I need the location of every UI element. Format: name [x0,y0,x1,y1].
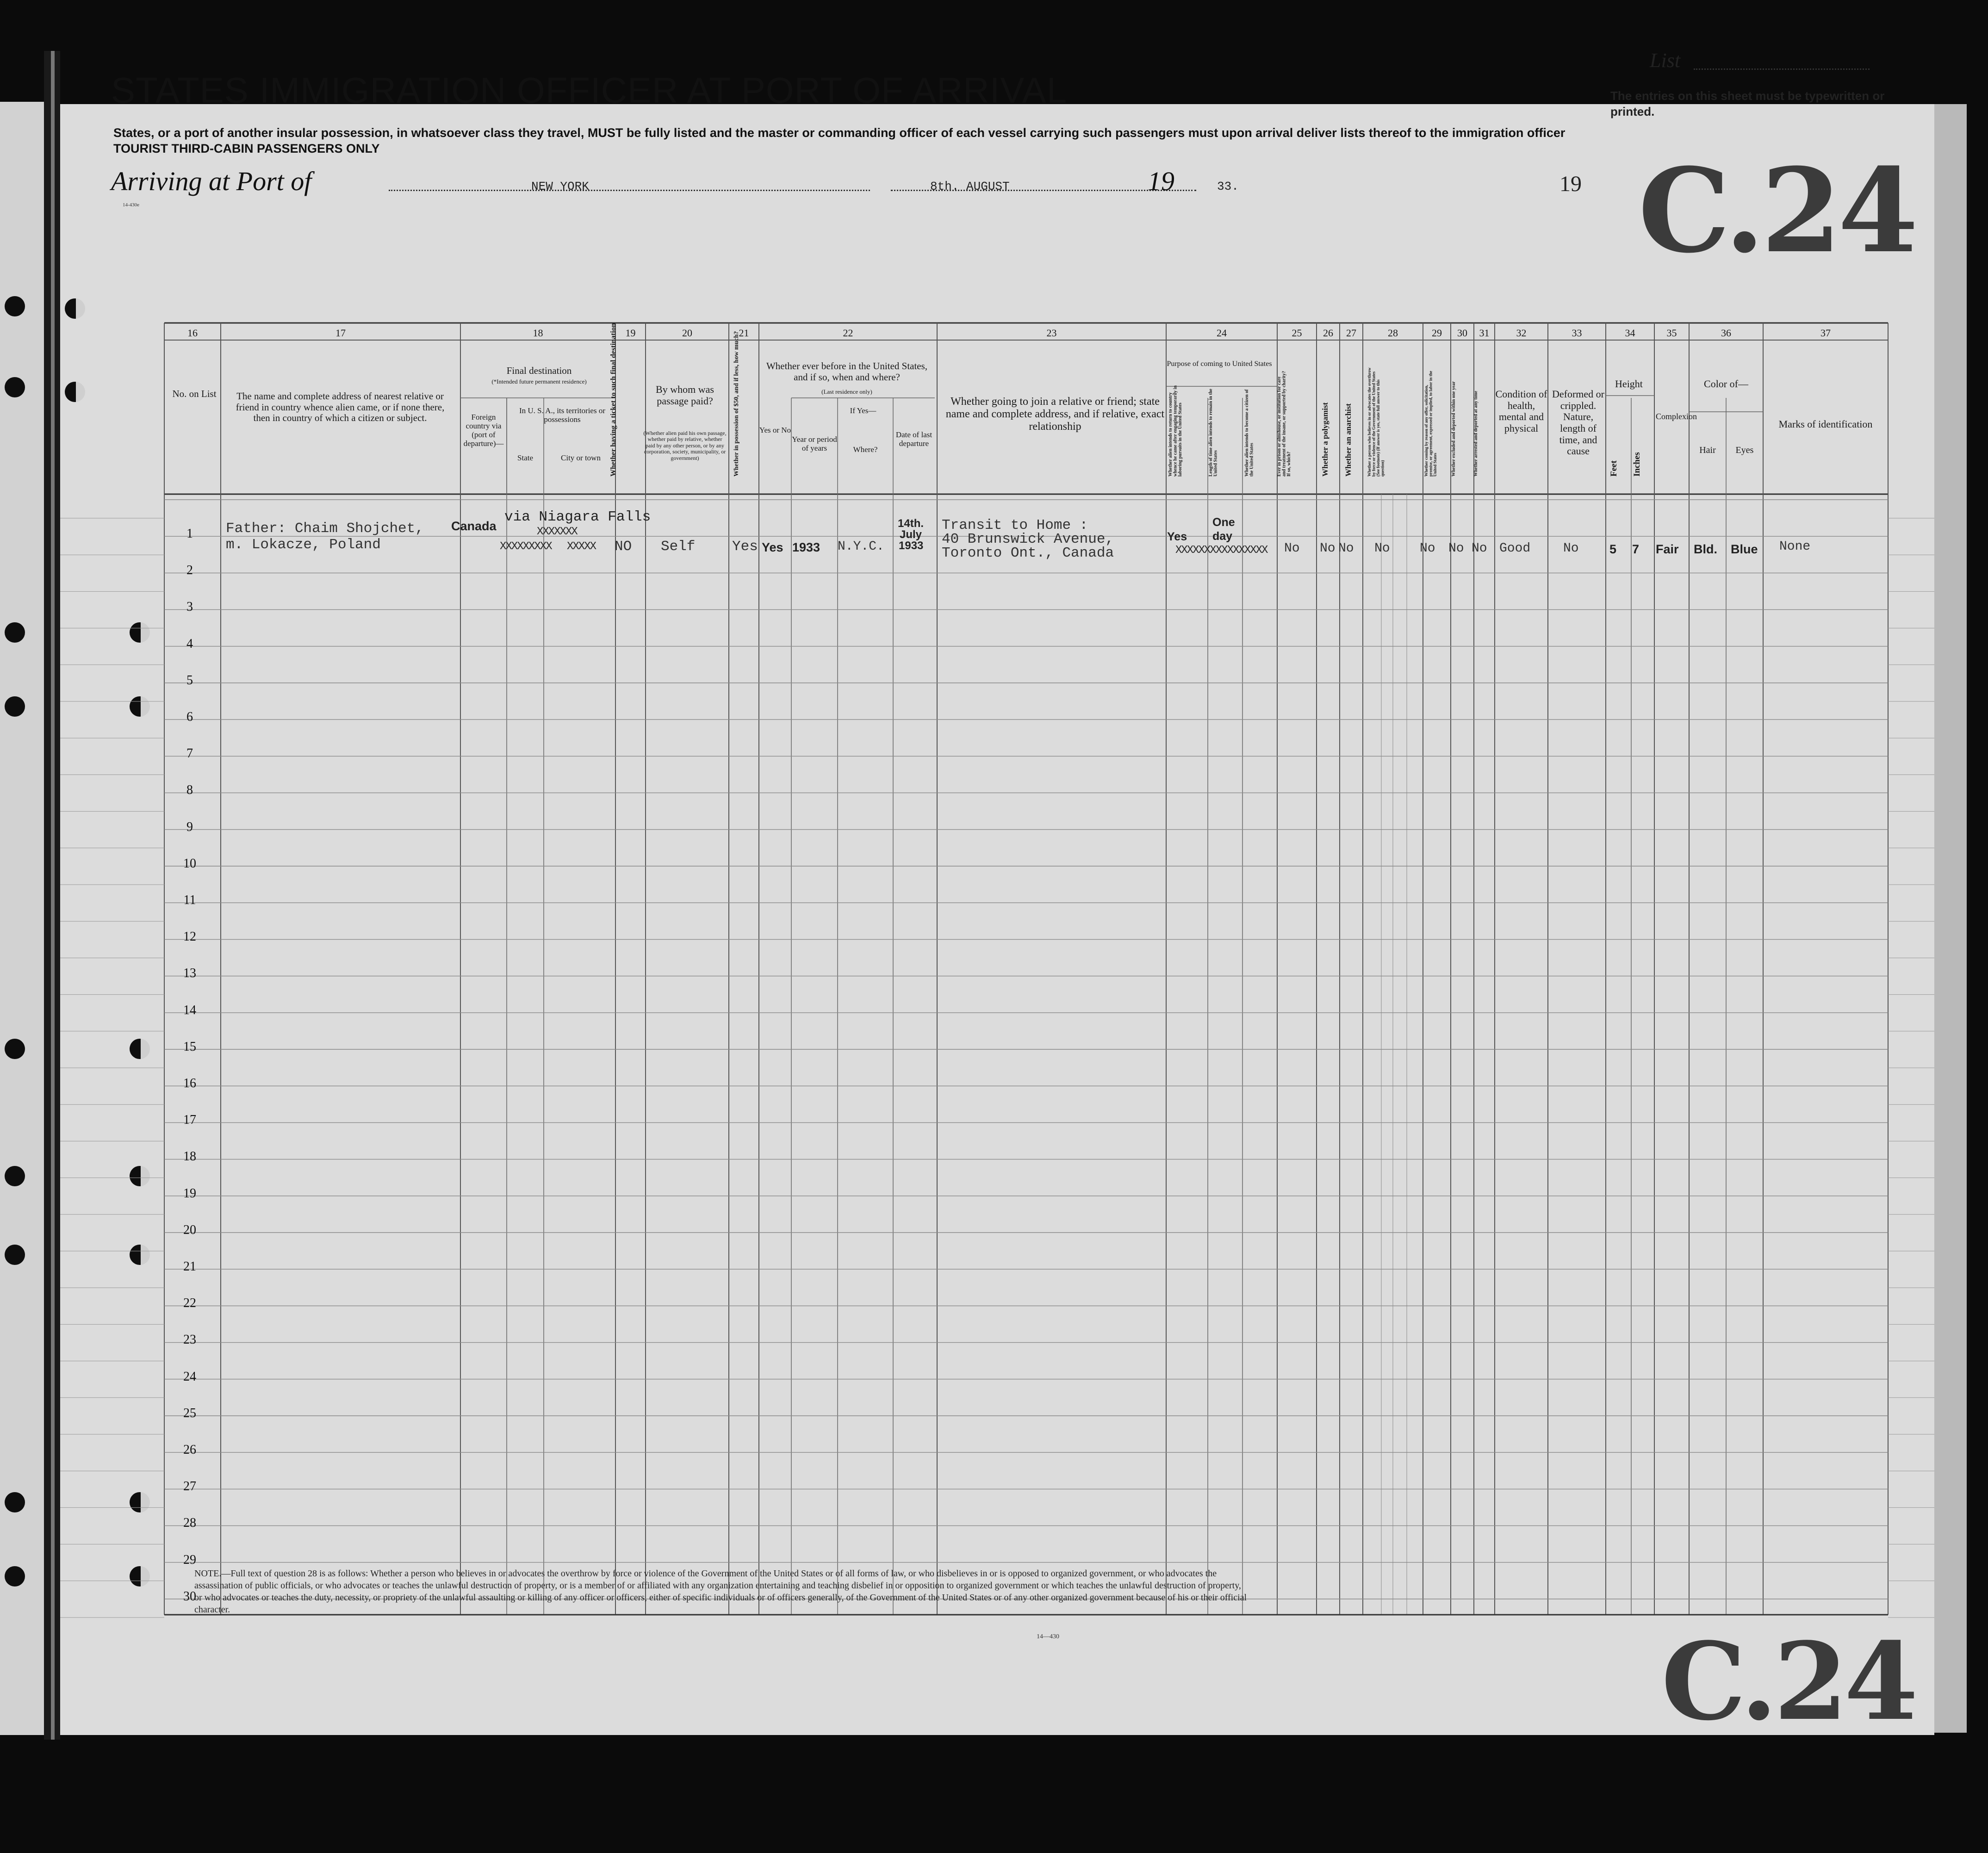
row-number: 4 [186,636,193,651]
last-departure-day: 14th. [898,517,924,530]
punch-hole [130,1566,150,1587]
column-number: 21 [739,327,749,339]
join-line3: Toronto Ont., Canada [942,545,1114,561]
footnote: NOTE.—Full text of question 28 is as follows: Whether a person who believes in or advocates the overthrow by force or violence of the Government of the United States or of all forms of law, or who disbelieves in or is opposed to organized government, or who advocates the assassination of public officials, or who advocates or teaches the unlawful destruction of property, or is a member of or affiliated with any organization entertaining and teaching disbelief in or opposition to organized government or which teaches the unlawful destruction of property, or who advocates or teaches the duty, necessity, or propriety of the unlawful assaulting or killing of any officer or officers, either of specific individuals or of officers generally, of the Government of the United States or of any other organized government because of his or their official character. [194,1568,1247,1615]
row-number: 9 [186,819,193,834]
row-number: 27 [183,1479,196,1494]
row-number: 12 [183,930,196,944]
punch-hole [130,1492,150,1512]
col24-return-header: Whether alien intends to return to country whence he came after engaging temporarily in laboring pursuits in the United States [1168,385,1183,477]
relative-name: Father: Chaim Shojchet, [226,521,424,537]
year-prefix-right: 19 [1559,172,1582,196]
punch-hole [5,1492,25,1512]
health-answer: Good [1499,541,1531,556]
column-number: 24 [1217,327,1227,339]
column-number: 23 [1046,327,1057,339]
binding-edge [51,51,55,1740]
row-number: 26 [183,1443,196,1457]
manifest-page [60,104,1934,1744]
row-number: 19 [183,1186,196,1201]
punch-hole [5,1245,25,1265]
deformed-answer: No [1563,541,1579,556]
row-number: 13 [183,966,196,981]
row-number: 10 [183,856,196,871]
row-number: 17 [183,1113,196,1128]
column-number: 32 [1516,327,1527,339]
col31-header: Whether arrested and deported at any time [1473,390,1479,477]
punch-hole [5,1166,25,1186]
punch-hole [5,696,25,717]
prison-answer: No [1284,541,1300,556]
year-suffix: 33. [1217,180,1239,193]
struck-out-text: XXXXXXX [537,526,577,538]
col24-length-header: Length of time alien intends to remain in the United States [1208,389,1218,477]
col26-header: Whether a polygamist [1321,402,1329,477]
punch-hole [130,1245,150,1265]
punch-hole [5,1039,25,1059]
col36-eyes-header: Eyes [1735,445,1754,455]
struck-out-city: XXXXX [567,540,596,553]
col22-where-header: Where? [853,445,878,454]
before-where: N.Y.C. [838,539,884,554]
column-number: 29 [1432,327,1442,339]
page-title: STATES IMMIGRATION OFFICER AT PORT OF ARRIVAL [111,70,1068,111]
punch-hole [5,296,25,316]
col18-city-header: City or town [561,453,601,462]
hair-color: Bld. [1694,542,1717,556]
col22-yesno-header: Yes or No [759,426,791,434]
relative-address: m. Lokacze, Poland [226,537,381,553]
row-number: 16 [183,1076,196,1091]
column-number: 35 [1666,327,1677,339]
row-number: 24 [183,1369,196,1384]
row-number: 23 [183,1332,196,1347]
col22-note: (Last residence only) [821,388,872,395]
row-number: 30 [183,1589,196,1604]
row-number: 6 [186,710,193,724]
col19-header: Whether having a ticket to such final destination [609,323,617,477]
column-number: 33 [1572,327,1582,339]
column-number: 16 [187,327,198,339]
punch-hole [130,696,150,717]
stamp-top: C.24 [1638,143,1915,279]
col22-title: Whether ever before in the United States, and if so, when and where? [766,360,928,383]
row-number: 28 [183,1516,196,1531]
identification-marks: None [1779,539,1811,554]
column-number: 31 [1479,327,1490,339]
column-number: 37 [1820,327,1831,339]
col18-note: (*Intended future permanent residence) [491,378,587,385]
row-number: 8 [186,783,193,798]
stay-length-2: day [1212,530,1233,543]
before-in-us-answer: Yes [762,540,783,554]
row-number: 29 [183,1552,196,1567]
last-departure-month: July [900,528,922,541]
row-number: 18 [183,1149,196,1164]
form-number: 14-430e [123,202,140,208]
punch-hole [5,1566,25,1587]
col37-header: Marks of identification [1778,418,1873,430]
col34-feet-header: Feet [1609,460,1619,477]
col18-title: Final destination [506,365,572,376]
col33-header: Deformed or crippled. Nature, length of time, and cause [1552,388,1604,457]
foreign-country: Canada [451,519,497,533]
punch-hole [130,622,150,643]
anarchist-answer: No [1338,541,1354,556]
column-number: 25 [1292,327,1302,339]
list-dotted-line [1694,68,1870,70]
overthrow-answer: No [1374,541,1390,556]
col28-header: Whether a person who believes in or advocates the overthrow by force or violence of the Government of the United States (See footnote) (If answer is yes, state full answer to this question) [1367,367,1385,477]
fifty-dollars-answer: Yes [732,539,758,555]
column-number: 17 [335,327,346,339]
height-feet: 5 [1609,542,1617,556]
facing-page-strip [0,102,44,1735]
row-number: 22 [183,1296,196,1311]
col16-header: No. on List [172,388,217,399]
complexion-answer: Fair [1656,542,1679,556]
row-number: 3 [186,600,193,614]
arriving-label: Arriving at Port of [111,166,312,196]
col24-citizen-header: Whether alien intends to become a citizen of the United States [1244,389,1255,477]
row-number: 14 [183,1003,196,1017]
punch-hole [130,1039,150,1059]
col27-header: Whether an anarchist [1344,403,1353,477]
col22-date-header: Date of last departure [895,430,932,448]
col18-usa-header: In U. S. A., its territories or possessions [519,406,606,424]
row-number: 21 [183,1259,196,1274]
page-subtitle: States, or a port of another insular possession, in whatsoever class they travel, MUST be fully listed and the master or commanding officer of each vessel carrying such passengers must upon arrival deliver lists thereof to the immigration officer [113,126,1566,140]
column-number: 27 [1346,327,1356,339]
punch-hole [5,622,25,643]
punch-hole [5,377,25,397]
arrival-date: 8th. AUGUST [930,180,1010,193]
join-line1: Transit to Home : [942,517,1088,533]
arrested-answer: No [1472,541,1487,556]
struck-out-state: XXXXXXXXX [500,540,552,553]
col30-header: Whether excluded and deported within one year [1451,381,1456,477]
polygamist-answer: No [1320,541,1336,556]
page-right-edge [1934,104,1967,1733]
col36-hair-header: Hair [1699,445,1716,455]
footnote-form-number: 14—430 [1037,1633,1059,1640]
column-number: 18 [533,327,543,339]
join-line2: 40 Brunswick Avenue, [942,531,1114,547]
col35-header: Complexion [1656,412,1697,421]
punch-hole [130,1166,150,1186]
passenger-class-line: TOURIST THIRD-CABIN PASSENGERS ONLY [113,142,380,155]
last-departure-year: 1933 [899,539,924,552]
col32-header: Condition of health, mental and physical [1495,388,1547,434]
col22-ifyes: If Yes— [850,406,876,415]
col25-header: Ever in prison or almshouse, or institution for care and treatment of the insane, or supported by charity? If so, which? [1277,371,1292,477]
column-number: 28 [1388,327,1398,339]
row-number: 1 [186,527,193,541]
row-number: 15 [183,1039,196,1054]
row-number: 7 [186,746,193,761]
col23-header: Whether going to join a relative or friend; state name and complete address, and if relative, exact relationship [945,396,1165,433]
row-number: 2 [186,563,193,578]
typewritten-notice: The entries on this sheet must be typewritten or printed. [1610,89,1885,118]
column-number: 22 [843,327,853,339]
column-number: 26 [1323,327,1333,339]
year-prefix: 19 [1148,166,1174,196]
labor-offer-answer: No [1420,541,1435,556]
col20-title: By whom was passage paid? [656,384,714,407]
before-year: 1933 [792,540,820,554]
col34-height-title: Height [1615,378,1643,390]
column-number: 20 [682,327,692,339]
punch-hole [65,382,85,402]
eye-color: Blue [1731,542,1758,556]
stamp-bottom: C.24 [1661,1619,1915,1744]
col36-title: Color of— [1704,378,1748,390]
col34-inches-header: Inches [1632,452,1642,477]
col29-header: Whether coming by reason of any offer, solicitation, promise, or agreement, expressed or implied, to labor in the United States [1424,371,1437,477]
ticket-answer: NO [615,539,632,555]
col24-title: Purpose of coming to United States [1167,360,1272,368]
col17-header: The name and complete address of nearest relative or friend in country whence alien came, or if none there, then in country of which a citizen or subject. [236,390,445,424]
column-number: 34 [1625,327,1635,339]
col18-foreign-header: Foreign country via (port of departure)— [463,413,504,448]
excluded-answer: No [1448,541,1464,556]
punch-hole [65,298,85,319]
row-number: 25 [183,1406,196,1420]
intends-return: Yes [1167,530,1187,543]
row-number: 5 [186,673,193,688]
port-dotted-line [389,190,870,191]
row-number: 20 [183,1222,196,1237]
port-value: NEW YORK [531,180,589,193]
row-number: 11 [183,893,196,907]
height-inches: 7 [1632,542,1640,556]
col22-year-header: Year or period of years [792,435,837,453]
struck-out-purpose: XXXXXXXXXXXXXXXX [1175,544,1267,557]
column-number: 36 [1721,327,1731,339]
column-number: 19 [625,327,636,339]
passage-paid-by: Self [661,539,696,555]
list-label: List [1650,49,1681,72]
via-port: via Niagara Falls [504,509,651,525]
col18-state-header: State [517,453,533,462]
stay-length-1: One [1212,516,1235,529]
col21-header: Whether in possession of $50, and if less, how much? [733,331,740,477]
col20-note: (Whether alien paid his own passage, whether paid by relative, whether paid by any other person, or by any corporation, society, municipality, or government) [643,430,727,461]
column-number: 30 [1457,327,1467,339]
